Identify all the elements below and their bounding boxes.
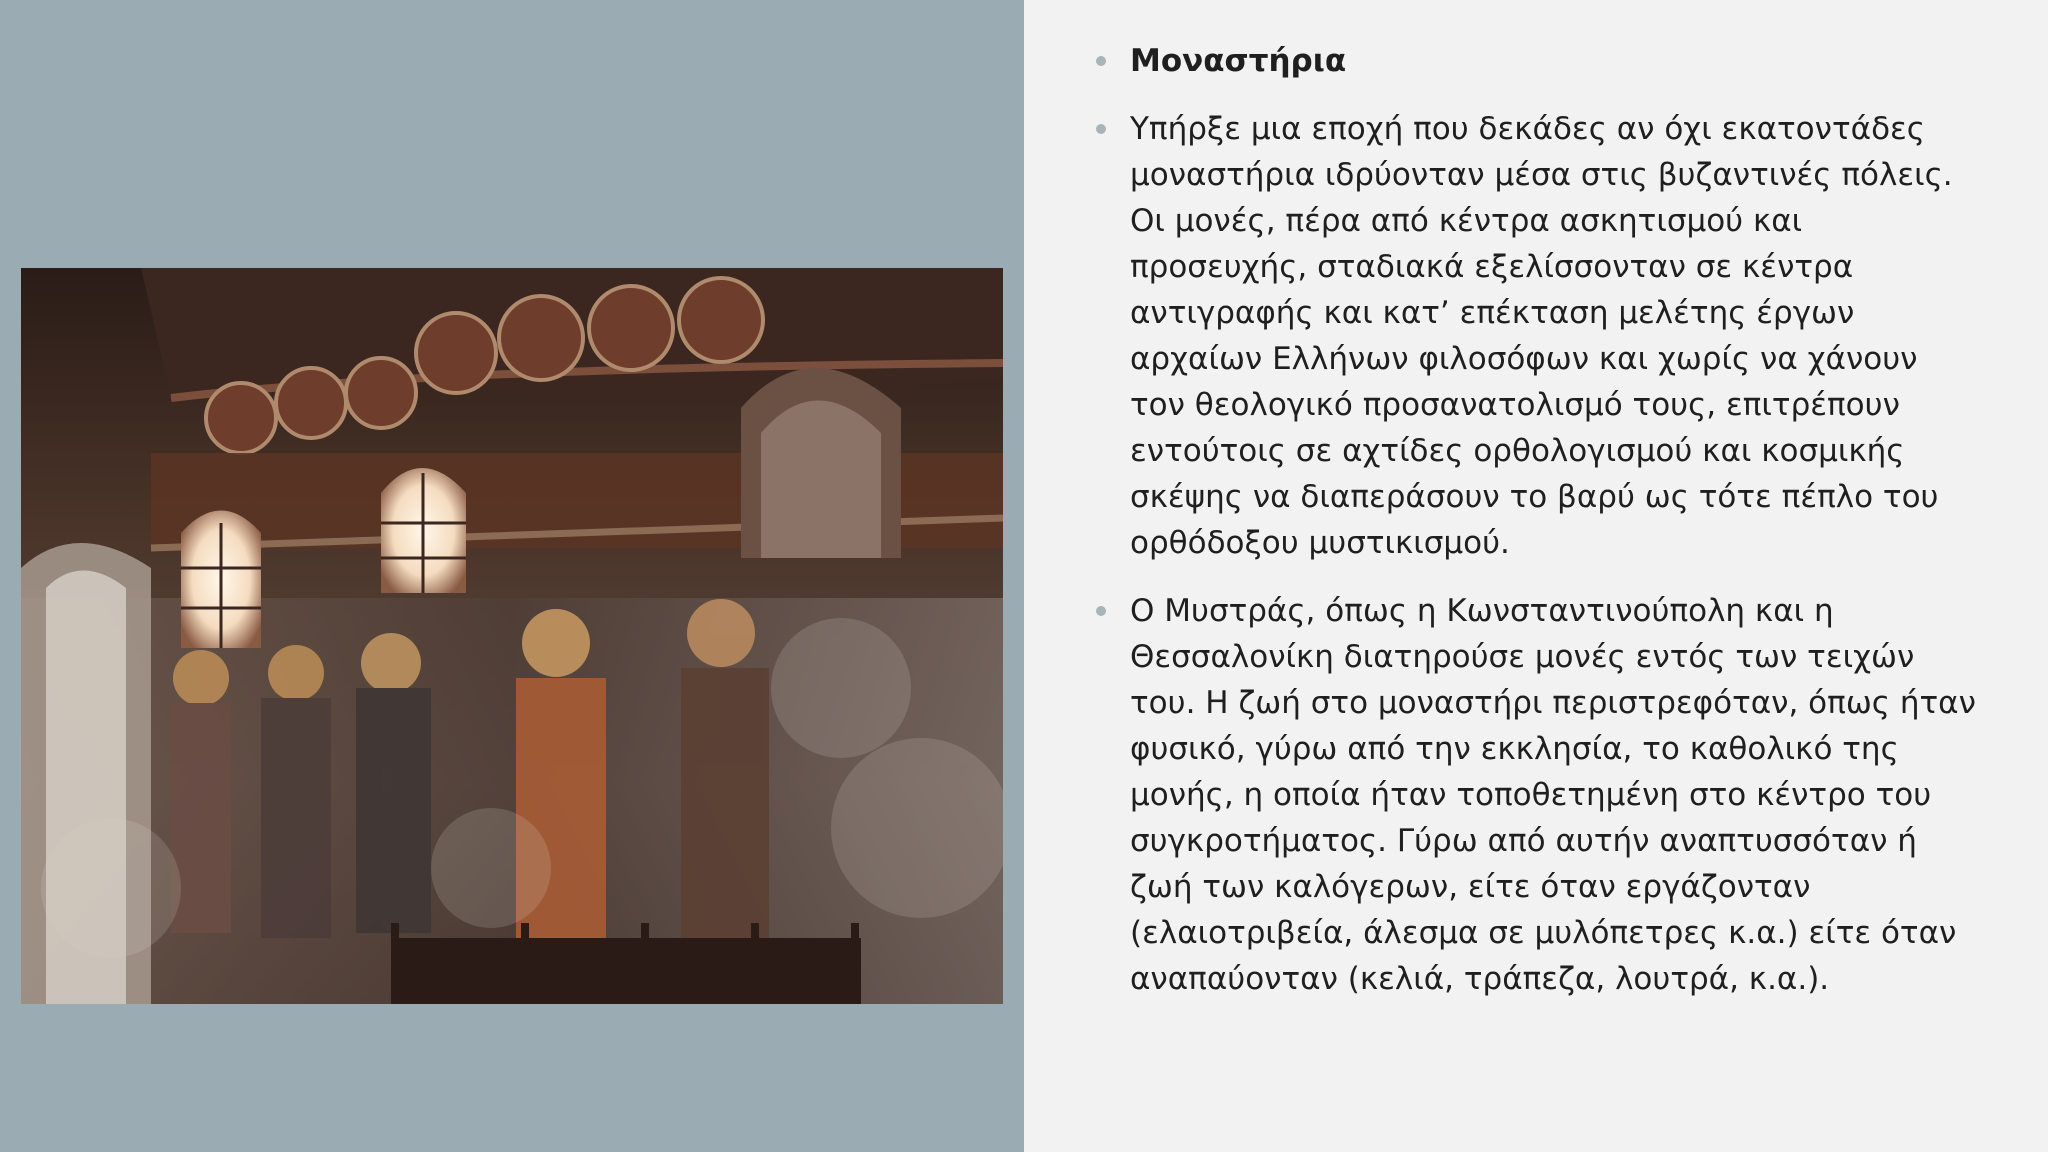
bullet-icon	[1096, 606, 1106, 616]
fresco-photo	[21, 268, 1003, 1004]
bullet-icon	[1096, 124, 1106, 134]
bullet-text: Ο Μυστράς, όπως η Κωνσταντινούπολη και η Θεσσαλονίκη διατηρούσε μονές εντός των τειχών του. Η ζωή στο μοναστήρι περιστρεφόταν, όπως ήταν φυσικό, γύρω από την εκκλησία, το καθολικό της μονής, η οποία ήταν τοποθετημένη στο κέντρο του συγκροτήματος. Γύρω από αυτήν αναπτυσσόταν ή ζωή των καλόγερων, είτε όταν εργάζονταν (ελαιοτριβεία, άλεσμα σε μυλόπετρες κ.α.) είτε όταν αναπαύονταν (κελιά, τράπεζα, λουτρά, κ.α.).	[1130, 593, 1976, 997]
bullet-list	[1096, 38, 1976, 1024]
bullet-item	[1096, 106, 1976, 566]
bullet-icon	[1096, 56, 1106, 66]
bullet-item-title	[1096, 38, 1976, 84]
fresco-image	[21, 268, 1003, 1004]
bullet-item	[1096, 588, 1976, 1002]
bullet-text: Υπήρξε μια εποχή που δεκάδες αν όχι εκατοντάδες μοναστήρια ιδρύονταν μέσα στις βυζαντινές πόλεις. Οι μονές, πέρα από κέντρα ασκητισμού και προσευχής, σταδιακά εξελίσσονταν σε κέντρα αντιγραφής και κατ’ επέκταση μελέτης έργων αρχαίων Ελλήνων φιλοσόφων και χωρίς να χάνουν τον θεολογικό προσανατολισμό τους, επιτρέπουν εντούτοις σε αχτίδες ορθολογισμού και κοσμικής σκέψης να διαπεράσουν το βαρύ ως τότε πέπλο του ορθόδοξου μυστικισμού.	[1130, 111, 1953, 561]
slide-title: Μοναστήρια	[1130, 43, 1347, 79]
